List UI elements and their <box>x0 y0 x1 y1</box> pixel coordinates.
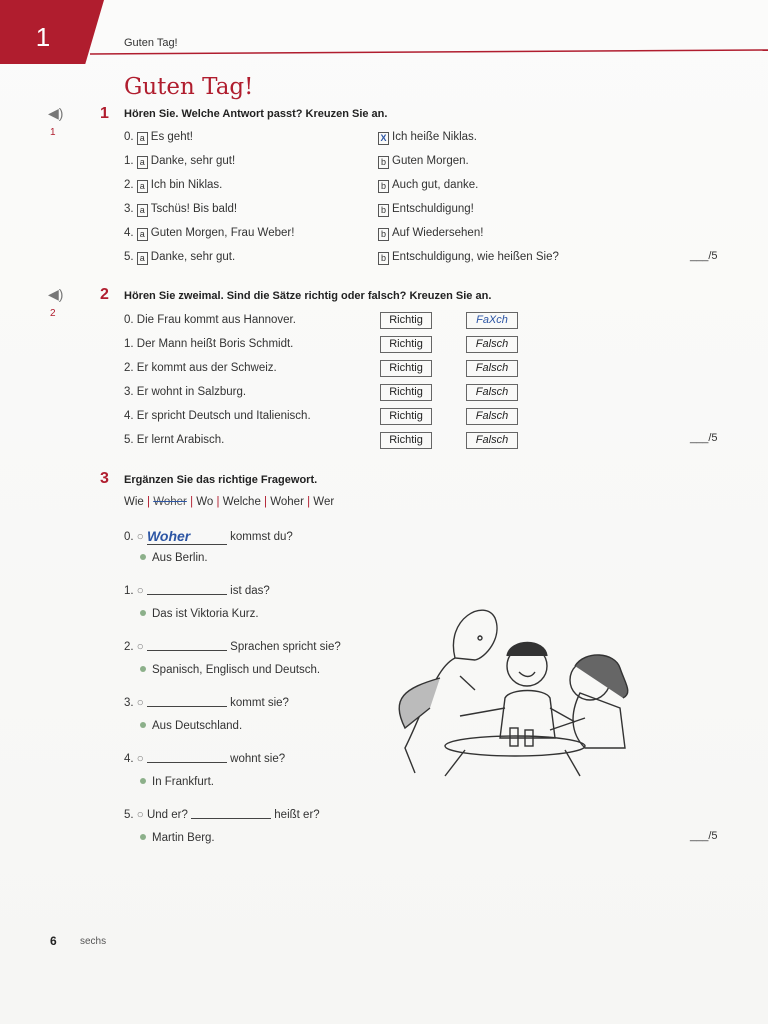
page-number: 6 <box>50 934 57 948</box>
question-row: 1. ○ ist das? <box>124 585 270 597</box>
checkbox-a[interactable]: a <box>137 228 148 241</box>
answer-blank[interactable] <box>147 640 227 651</box>
word-bank-item: Welche <box>222 496 261 508</box>
item-number: 2. <box>124 179 134 191</box>
question-text: kommt sie? <box>230 697 289 709</box>
richtig-box[interactable]: Richtig <box>380 408 432 425</box>
answer-row <box>124 155 235 169</box>
checkbox-b[interactable]: b <box>378 180 389 193</box>
question-text: Sprachen spricht sie? <box>230 641 341 653</box>
falsch-box[interactable]: FaXch <box>466 312 518 329</box>
richtig-box[interactable]: Richtig <box>380 312 432 329</box>
answer-row <box>378 251 559 265</box>
checkbox-b[interactable]: b <box>378 228 389 241</box>
word-bank-item: Wo <box>196 496 214 508</box>
checkbox-b[interactable]: b <box>378 204 389 217</box>
exercise-instruction: Hören Sie. Welche Antwort passt? Kreuzen Sie an. <box>124 108 388 120</box>
answer-text: In Frankfurt. <box>152 776 214 788</box>
answer-row <box>140 720 242 732</box>
word-bank: Wie | Woher | Wo | Welche | Woher | Wer <box>124 496 335 508</box>
answer-b-text: Guten Morgen. <box>392 155 469 167</box>
header-rule <box>0 48 768 56</box>
word-bank-item: Woher <box>270 496 304 508</box>
answer-row <box>124 131 193 145</box>
exercise-number: 1 <box>100 105 109 122</box>
answer-row <box>140 664 320 676</box>
cafe-people-illustration <box>385 598 645 783</box>
answer-row <box>124 227 294 241</box>
question-row: 3. ○ kommt sie? <box>124 697 289 709</box>
track-number: 1 <box>50 127 56 138</box>
word-bank-item: Wie <box>124 496 144 508</box>
answer-b-text: Ich heiße Niklas. <box>392 131 478 143</box>
statement-text: 0. Die Frau kommt aus Hannover. <box>124 314 296 326</box>
question-row: 5. ○ Und er? heißt er? <box>124 809 320 821</box>
question-prefix: Und er? <box>146 809 188 821</box>
answer-text: Martin Berg. <box>152 832 215 844</box>
answer-a-text: Danke, sehr gut. <box>150 251 236 263</box>
running-title: Guten Tag! <box>124 37 178 49</box>
statement-text: 1. Der Mann heißt Boris Schmidt. <box>124 338 294 350</box>
checkbox-a[interactable]: a <box>137 132 148 145</box>
richtig-box[interactable]: Richtig <box>380 360 432 377</box>
checkbox-a[interactable]: a <box>137 252 148 265</box>
falsch-box[interactable]: Falsch <box>466 408 518 425</box>
richtig-box[interactable]: Richtig <box>380 336 432 353</box>
answer-blank[interactable] <box>147 584 227 595</box>
item-number: 3. <box>124 697 134 709</box>
falsch-box[interactable]: Falsch <box>466 360 518 377</box>
answer-a-text: Danke, sehr gut! <box>150 155 236 167</box>
item-number: 4. <box>124 227 134 239</box>
answer-a-text: Guten Morgen, Frau Weber! <box>150 227 295 239</box>
answer-b-text: Auf Wiedersehen! <box>392 227 484 239</box>
audio-speaker-icon[interactable]: ◀) <box>48 286 64 302</box>
question-row: 4. ○ wohnt sie? <box>124 753 286 765</box>
answer-b-text: Entschuldigung! <box>392 203 474 215</box>
score-field: ___/5 <box>690 250 718 262</box>
answer-text: Das ist Viktoria Kurz. <box>152 608 259 620</box>
answer-row <box>140 832 215 844</box>
falsch-box[interactable]: Falsch <box>466 432 518 449</box>
page-title: Guten Tag! <box>124 74 254 100</box>
exercise-instruction: Ergänzen Sie das richtige Fragewort. <box>124 474 318 486</box>
exercise-number: 3 <box>100 470 109 487</box>
question-text: ist das? <box>230 585 270 597</box>
answer-row <box>124 179 222 193</box>
answer-row <box>378 227 483 241</box>
answer-row <box>378 203 474 217</box>
answer-blank[interactable] <box>147 696 227 707</box>
checkbox-a[interactable]: a <box>137 204 148 217</box>
item-number: 2. <box>124 641 134 653</box>
score-field: ___/5 <box>690 432 718 444</box>
question-text: kommst du? <box>230 531 293 543</box>
richtig-box[interactable]: Richtig <box>380 384 432 401</box>
answer-row <box>378 179 478 193</box>
answer-text: Spanisch, Englisch und Deutsch. <box>152 664 321 676</box>
answer-a-text: Es geht! <box>150 131 193 143</box>
answer-row <box>124 203 237 217</box>
checkbox-a[interactable]: a <box>137 180 148 193</box>
page-word: sechs <box>80 936 107 947</box>
audio-speaker-icon[interactable]: ◀) <box>48 105 64 121</box>
item-number: 5. <box>124 251 134 263</box>
item-number: 4. <box>124 753 134 765</box>
statement-text: 5. Er lernt Arabisch. <box>124 434 225 446</box>
question-row: 0. ○ Woher kommst du? <box>124 528 293 544</box>
score-field: ___/5 <box>690 830 718 842</box>
answer-blank[interactable]: Woher <box>147 528 227 545</box>
answer-text: Aus Deutschland. <box>152 720 243 732</box>
word-bank-item: Woher <box>153 496 187 508</box>
checkbox-b[interactable]: X <box>378 132 389 145</box>
question-row: 2. ○ Sprachen spricht sie? <box>124 641 341 653</box>
answer-row <box>378 131 477 145</box>
item-number: 0. <box>124 131 134 143</box>
checkbox-a[interactable]: a <box>137 156 148 169</box>
answer-blank[interactable] <box>191 808 271 819</box>
statement-text: 3. Er wohnt in Salzburg. <box>124 386 247 398</box>
item-number: 5. <box>124 809 134 821</box>
answer-a-text: Ich bin Niklas. <box>150 179 223 191</box>
answer-b-text: Auch gut, danke. <box>392 179 479 191</box>
falsch-box[interactable]: Falsch <box>466 336 518 353</box>
answer-row <box>140 552 208 564</box>
answer-blank[interactable] <box>147 752 227 763</box>
answer-row <box>124 251 235 265</box>
word-bank-item: Wer <box>313 496 335 508</box>
answer-row <box>140 608 259 620</box>
richtig-box[interactable]: Richtig <box>380 432 432 449</box>
answer-b-text: Entschuldigung, wie heißen Sie? <box>392 251 559 263</box>
question-text: wohnt sie? <box>230 753 286 765</box>
falsch-box[interactable]: Falsch <box>466 384 518 401</box>
answer-row <box>378 155 469 169</box>
answer-a-text: Tschüs! Bis bald! <box>150 203 238 215</box>
statement-text: 2. Er kommt aus der Schweiz. <box>124 362 277 374</box>
item-number: 0. <box>124 531 134 543</box>
answer-text: Aus Berlin. <box>152 552 208 564</box>
exercise-instruction: Hören Sie zweimal. Sind die Sätze richtig oder falsch? Kreuzen Sie an. <box>124 290 492 302</box>
checkbox-b[interactable]: b <box>378 252 389 265</box>
unit-number: 1 <box>35 22 51 52</box>
exercise-number: 2 <box>100 286 109 303</box>
item-number: 3. <box>124 203 134 215</box>
item-number: 1. <box>124 155 134 167</box>
track-number: 2 <box>50 308 56 319</box>
item-number: 1. <box>124 585 134 597</box>
question-text: heißt er? <box>274 809 320 821</box>
answer-row <box>140 776 214 788</box>
checkbox-b[interactable]: b <box>378 156 389 169</box>
statement-text: 4. Er spricht Deutsch und Italienisch. <box>124 410 311 422</box>
